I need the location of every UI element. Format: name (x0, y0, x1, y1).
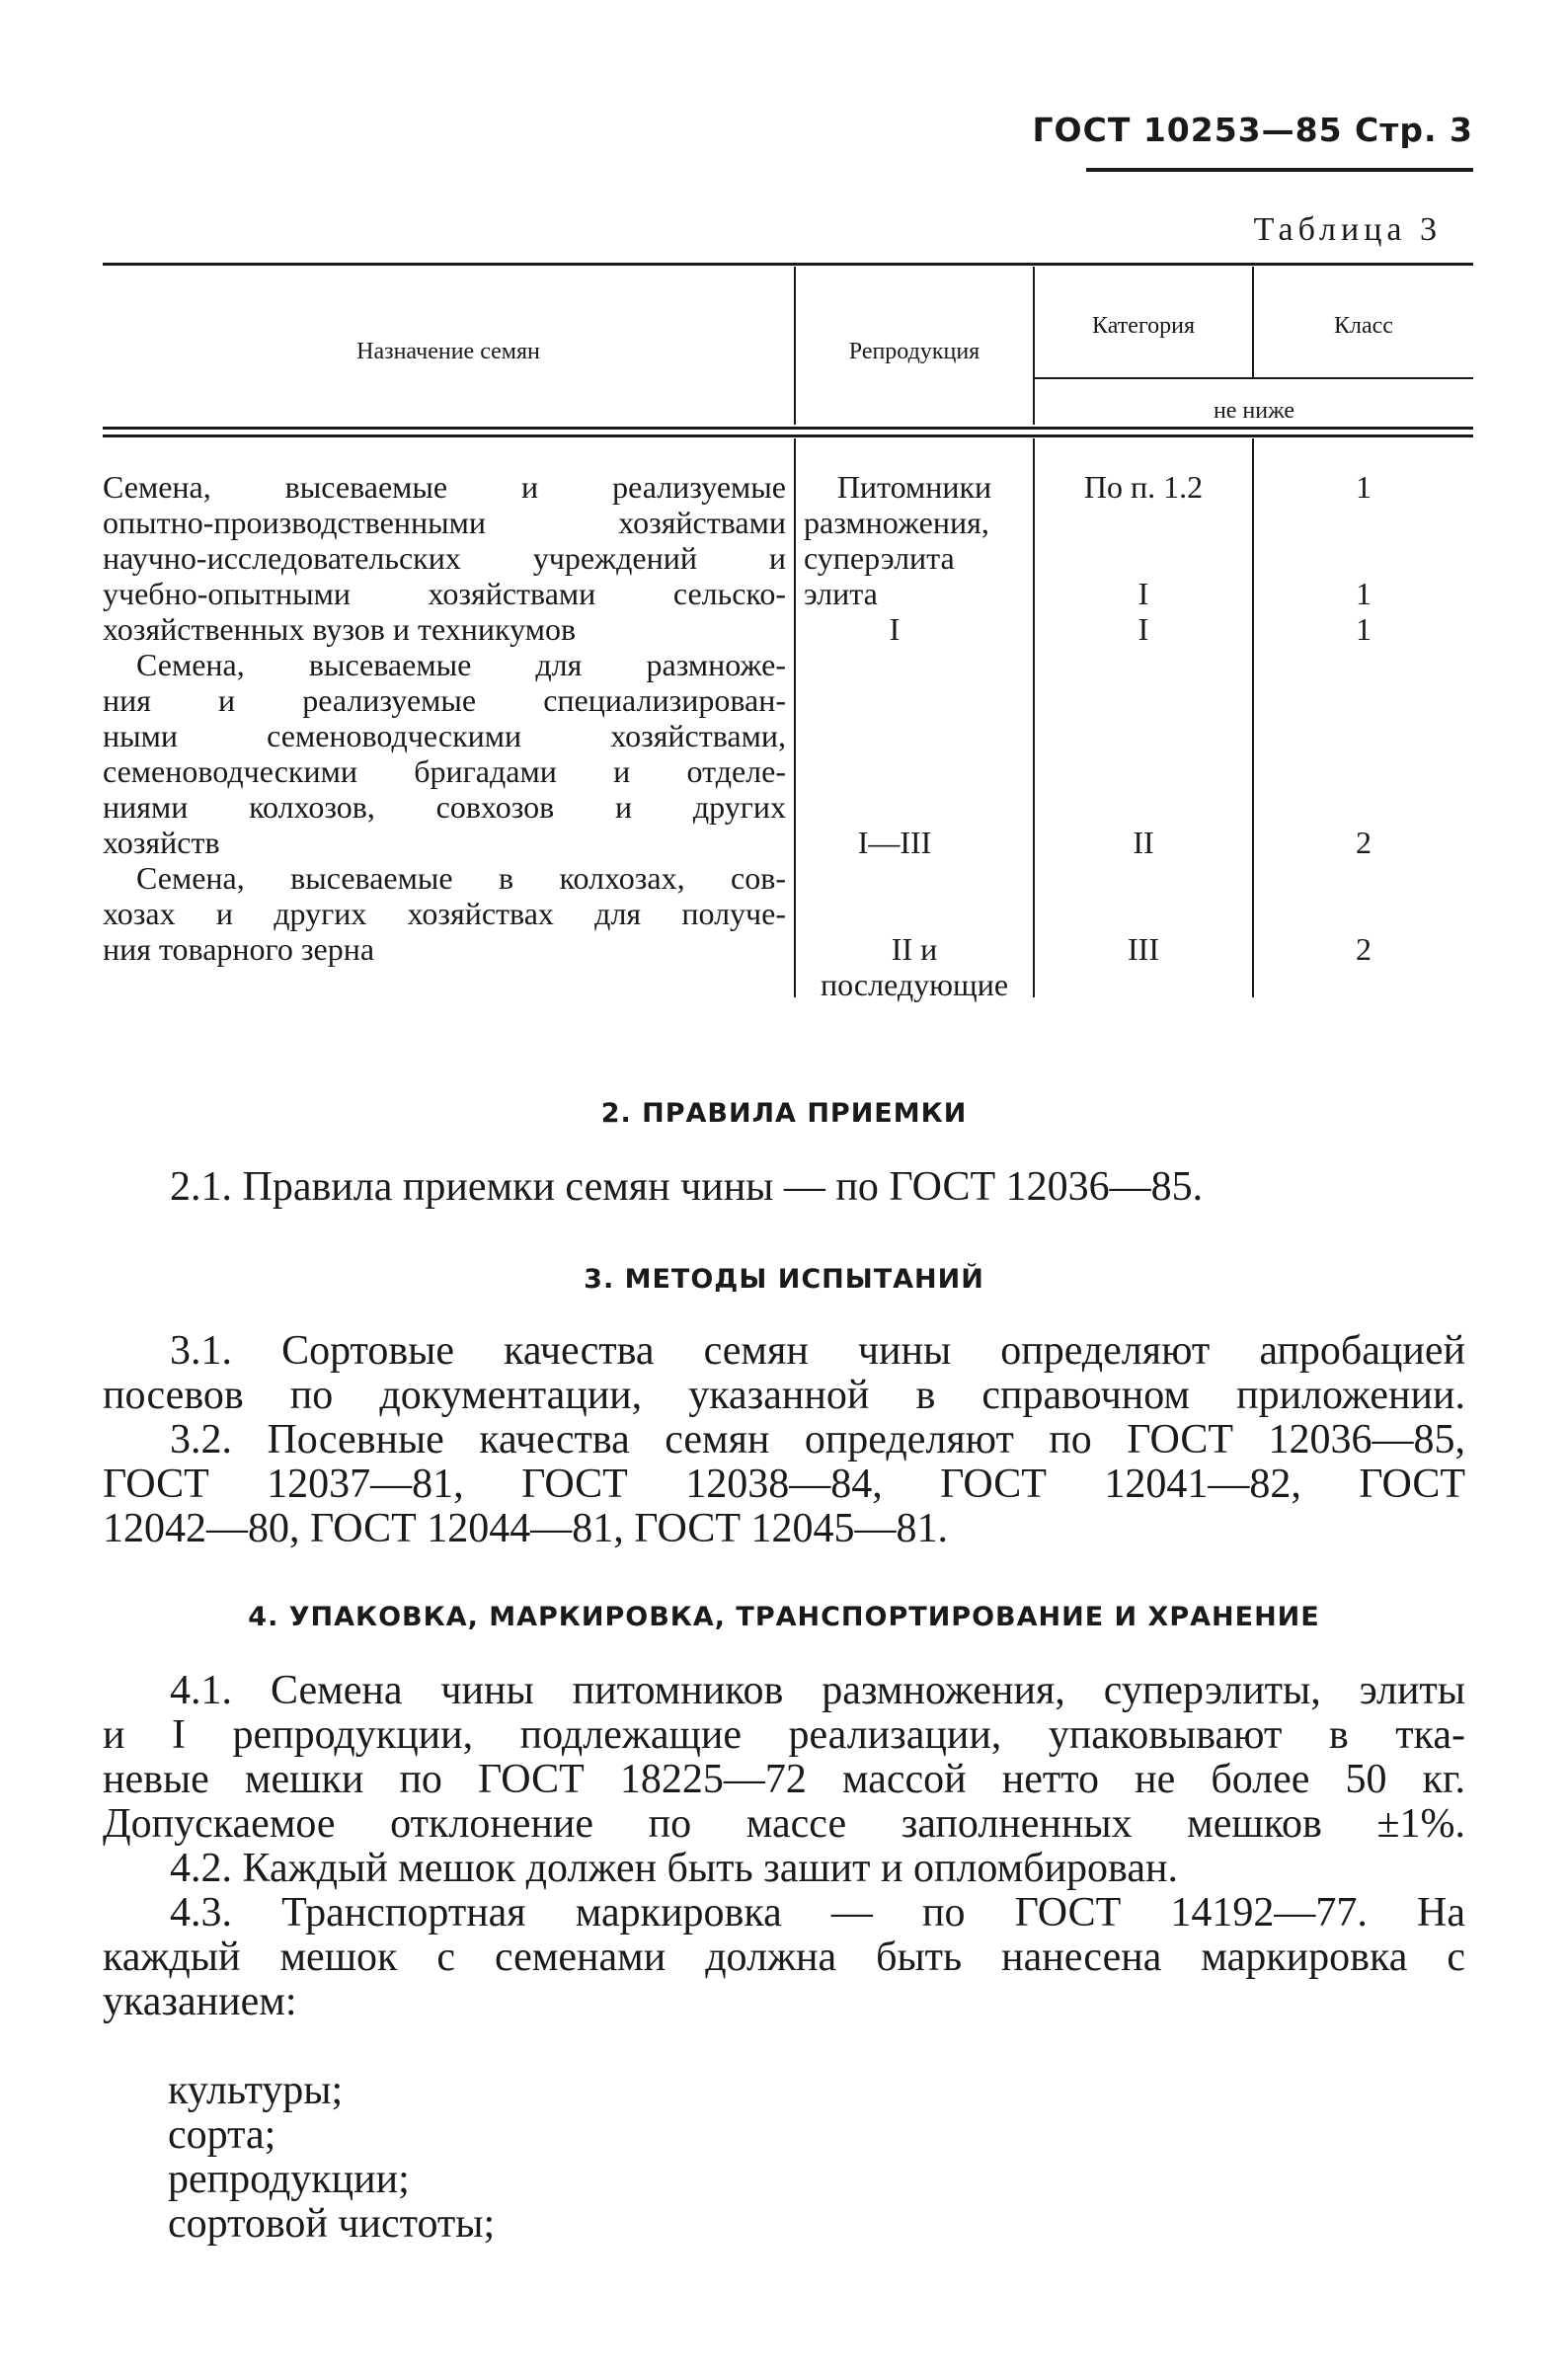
table-divider-2-body (1033, 438, 1035, 997)
table-caption: Таблица 3 (1253, 211, 1442, 248)
row3-category: III (1128, 931, 1159, 967)
table-subheader-rule (1035, 377, 1473, 379)
section-3-paragraphs (103, 1329, 1465, 1551)
row1-purpose-line5: хозяйственных вузов и техникумов (103, 611, 577, 647)
row3-class: 2 (1356, 931, 1372, 967)
header-rule (1086, 168, 1473, 172)
para-3-2-line2: ГОСТ 12037—81, ГОСТ 12038—84, ГОСТ 12041—82, ГОСТ (103, 1462, 1465, 1507)
list-item-3: репродукции; (168, 2157, 410, 2202)
col-header-class: Класс (1334, 313, 1393, 339)
row1-reproduction-line2: размножения, (804, 505, 989, 540)
table-divider-1-body (794, 438, 796, 997)
row1-reproduction-line1: Питомники (836, 469, 992, 505)
row2-purpose-line6: хозяйств (103, 825, 220, 860)
list-item-4: сортовой чистоты; (168, 2201, 496, 2247)
col-header-category: Категория (1092, 313, 1195, 339)
row2-purpose-line5: ниями колхозов, совхозов и других (103, 789, 786, 825)
para-3-1-line1: 3.1. Сортовые качества семян чины определяют апробацией (170, 1328, 1465, 1374)
row1-category-3: I (1137, 611, 1149, 647)
row2-purpose-line4: семеноводческими бригадами и отделе- (103, 753, 786, 789)
row1-class-1: 1 (1356, 469, 1372, 505)
row3-purpose-line3: ния товарного зерна (103, 931, 375, 967)
para-4-3-line2: каждый мешок с семенами должна быть нанесена маркировка с (103, 1935, 1465, 1980)
row1-class-3: 1 (1356, 611, 1372, 647)
para-4-1-line1: 4.1. Семена чины питомников размножения, суперэлиты, элиты (170, 1668, 1465, 1713)
row2-class: 2 (1356, 825, 1372, 860)
row2-purpose-line1: Семена, высеваемые для размноже- (136, 647, 786, 682)
page-header: ГОСТ 10253—85 Стр. 3 (1032, 111, 1473, 149)
row1-purpose-line3: научно-исследовательских учреждений и (103, 540, 786, 576)
para-4-3-line1: 4.3. Транспортная маркировка — по ГОСТ 14192—77. На (170, 1890, 1465, 1936)
row1-reproduction-line5: I (889, 611, 901, 647)
para-4-2: 4.2. Каждый мешок должен быть зашит и опломбирован. (170, 1846, 1178, 1891)
row3-reproduction-line2: последующие (820, 967, 1009, 1002)
row1-reproduction-line4: элита (804, 576, 878, 611)
row2-reproduction: I—III (857, 825, 932, 860)
table-top-rule (103, 263, 1473, 266)
row1-category-2: I (1137, 576, 1149, 611)
row2-purpose-line2: ния и реализуемые специализирован- (103, 682, 786, 718)
table-header-rule-1 (103, 427, 1473, 430)
row1-purpose-line4: учебно-опытными хозяйствами сельско- (103, 576, 786, 611)
row1-category-1: По п. 1.2 (1083, 469, 1204, 505)
para-4-1-line2: и I репродукции, подлежащие реализации, упаковывают в тка- (103, 1712, 1465, 1758)
section-2-paragraph (103, 1165, 1465, 1210)
para-4-1-line3: невые мешки по ГОСТ 18225—72 массой нетто не более 50 кг. (103, 1757, 1465, 1802)
para-3-2-line1: 3.2. Посевные качества семян определяют по ГОСТ 12036—85, (170, 1417, 1465, 1462)
col-header-not-below: не ниже (1213, 398, 1295, 424)
table-divider-3-body (1252, 438, 1254, 997)
row2-category: II (1133, 825, 1154, 860)
para-4-1-line4: Допускаемое отклонение по массе заполненных мешков ±1%. (103, 1801, 1465, 1847)
row1-purpose-line1: Семена, высеваемые и реализуемые (103, 469, 786, 505)
row3-purpose-line2: хозах и других хозяйствах для получе- (103, 896, 786, 931)
row3-reproduction-line1: II и (891, 931, 938, 967)
para-3-1-line2: посевов по документации, указанной в справочном приложении. (103, 1373, 1465, 1418)
row3-purpose-line1: Семена, высеваемые в колхозах, сов- (136, 860, 786, 896)
row1-class-2: 1 (1356, 576, 1372, 611)
section-4-title: 4. УПАКОВКА, МАРКИРОВКА, ТРАНСПОРТИРОВАНИЕ И ХРАНЕНИЕ (248, 1602, 1320, 1632)
table-header-rule-2 (103, 435, 1473, 437)
row1-reproduction-line3: суперэлита (804, 540, 955, 576)
col-header-purpose: Назначение семян (356, 339, 540, 364)
section-4-paragraphs (103, 1669, 1465, 2024)
list-item-2: сорта; (168, 2112, 276, 2158)
para-4-3-line3: указанием: (103, 1979, 297, 2024)
section-3-title: 3. МЕТОДЫ ИСПЫТАНИЙ (584, 1264, 984, 1295)
col-header-reproduction: Репродукция (848, 339, 980, 364)
row2-purpose-line3: ными семеноводческими хозяйствами, (103, 718, 786, 753)
section-2-title: 2. ПРАВИЛА ПРИЕМКИ (600, 1098, 968, 1129)
row1-purpose-line2: опытно-производственными хозяйствами (103, 505, 786, 540)
list-item-1: культуры; (168, 2068, 344, 2113)
para-3-2-line3: 12042—80, ГОСТ 12044—81, ГОСТ 12045—81. (103, 1506, 948, 1551)
para-2-1: 2.1. Правила приемки семян чины — по ГОСТ 12036—85. (170, 1164, 1204, 1210)
